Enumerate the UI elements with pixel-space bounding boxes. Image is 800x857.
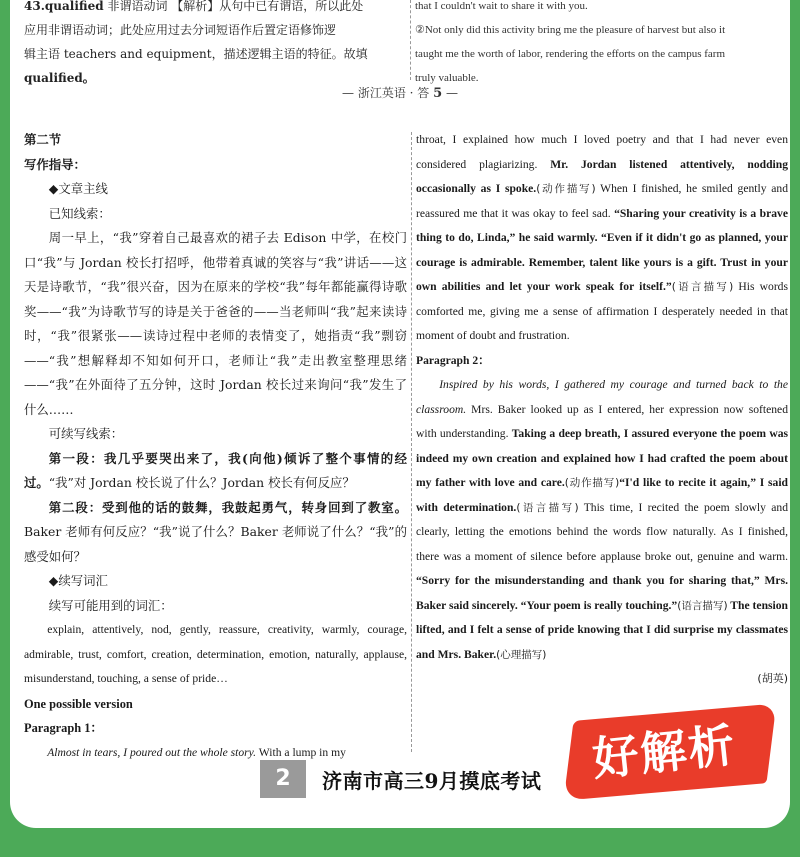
main-line-heading: ◆文章主线 — [48, 181, 108, 196]
answer-43-explanation: 43.qualified 非谓语动词 【解析】从句中已有谓语，所以此处 应用非谓语动词；此处应用过去分词短语作后置定语修饰逻 辑主语 teachers and equipment，描述逻辑主语的特征。故填 qualified。 — [24, 0, 368, 85]
vocab-label: 续写可能用到的词汇： — [48, 597, 173, 613]
para2-guide: 第二段：受到他的话的鼓舞，我鼓起勇气，转身回到了教室。Baker 老师有何反应？“我”说了什么？Baker 老师说了什么？“我”的感受如何？ — [24, 499, 407, 564]
left-column — [24, 128, 407, 765]
column-divider — [410, 0, 411, 80]
paragraph1-start: Almost in tears, I poured out the whole story. With a lump in my — [47, 745, 346, 759]
page-number-box: 2 — [260, 760, 306, 798]
exam-title: 济南市高三9月摸底考试 — [322, 769, 542, 793]
paragraph2-title: Paragraph 2： — [416, 353, 490, 367]
section-heading: 第二节 — [24, 132, 62, 147]
guide-heading: 写作指导： — [24, 156, 86, 172]
known-clues-label: 已知线索： — [48, 205, 111, 221]
answer-page — [10, 0, 790, 828]
para1-guide: 第一段：我几乎要哭出来了，我(向他)倾诉了整个事情的经过。“我”对 Jordan 校长说了什么？Jordan 校长有何反应？ — [24, 450, 407, 490]
story-summary: 周一早上，“我”穿着自己最喜欢的裙子去 Edison 中学，在校门口“我”与 Jordan 校长打招呼，他带着真诚的笑容与“我”讲话——这天是诗歌节，“我”很兴奋，因为在原来的学校“我”每年都能赢得诗歌奖——“我”为诗歌节写的诗是关于爸爸的——当老师叫“我”起来读诗时，“我”很紧张——读诗过程中老师的表情变了，她指责“我”剽窃——“我”想解释却不知如何开口，老师让“我”走出教室整理思绪——“我”在外面待了五分钟，这时 Jordan 校长过来询问“我”发生了什么…… — [24, 230, 407, 417]
previous-page-tail — [10, 0, 790, 110]
author-signature: (胡英) — [757, 672, 788, 685]
column-divider — [411, 132, 412, 752]
vocab-heading: ◆续写词汇 — [48, 573, 108, 588]
stamp-text: 好解析 — [589, 717, 739, 787]
sentence-translation-tail: that I couldn't wait to share it with you. ②Not only did this activity bring me the pleasure of harvest but also it taught me the worth of labor, rendering the efforts on the campus farm truly valuable. — [415, 0, 726, 84]
paragraph1-body: throat, I explained how much I loved poetry and that I had never even considered plagiarizing. Mr. Jordan listened attentively, nodding occasionally as I spoke.(动作描写) When I finished, he smiled gently and reassured me that it was okay to feel sad. “Sharing your creativity is a brave thing to do, Linda,” he said warmly. “Even if it didn't go as planned, your courage is admirable. Remember, talent like yours is a gift. Trust in your own abilities and let your work speak for itself.”(语言描写) His words comforted me, giving me a sense of affirmation I desperately needed in that moment of doubt and frustration. — [416, 133, 788, 342]
right-column — [416, 128, 788, 692]
paragraph2-body: Inspired by his words, I gathered my courage and turned back to the classroom. Mrs. Baker looked up as I entered, her expression now softened with understanding. Taking a deep breath, I assured everyone the poem was indeed my own creation and explained how I had crafted the poem about my father with love and care.(动作描写)“I'd like to recite it again,” I said with determination.(语言描写) This time, I recited the poem slowly and clearly, letting the emotions behind the words flow naturally. As I finished, there was a moment of silence before applause broke out, genuine and warm. “Sorry for the misunderstanding and thank you for sharing that,” Mrs. Baker said sincerely. “Your poem is really touching.”(语言描写) The tension lifted, and I felt a sense of pride knowing that I did surprise my classmates and Mrs. Baker.(心理描写) — [416, 378, 788, 661]
version-heading: One possible version — [24, 696, 133, 711]
continue-clues-label: 可续写线索： — [48, 426, 124, 441]
vocab-list: explain, attentively, nod, gently, reassure, creativity, warmly, courage, admirable, trust, comfort, creation, determination, emotion, naturally, applause, misunderstand, touching, a sense of pride… — [24, 623, 407, 685]
good-analysis-stamp — [570, 702, 780, 794]
page-footer-number: 5 — [433, 86, 443, 101]
answer-43-label: 43.qualified — [24, 0, 104, 13]
page-footer-mark: — 浙江英语 · 答 5 — — [342, 86, 458, 101]
paragraph1-title: Paragraph 1： — [24, 721, 103, 735]
